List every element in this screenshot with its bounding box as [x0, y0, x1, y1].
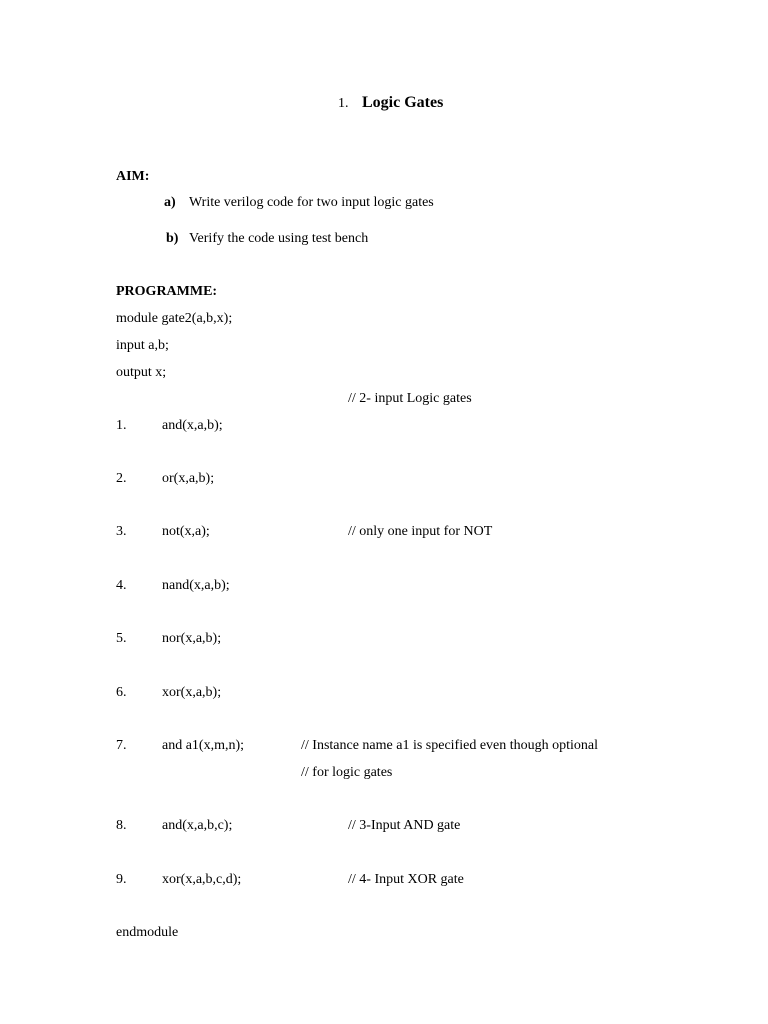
title-number: 1. — [338, 96, 349, 111]
statement-number: 8. — [116, 818, 127, 833]
aim-item-a-label: a) — [164, 195, 176, 210]
aim-item-a-text: Write verilog code for two input logic gates — [189, 195, 434, 210]
statement-number: 4. — [116, 578, 127, 593]
statement-code: xor(x,a,b,c,d); — [162, 872, 242, 887]
aim-item-b-label: b) — [166, 231, 179, 246]
statement-number: 6. — [116, 685, 127, 700]
statement-comment: // Instance name a1 is specified even though optional — [301, 738, 599, 753]
statement-number: 3. — [116, 524, 127, 539]
code-line-input: input a,b; — [116, 338, 169, 353]
statement-code: or(x,a,b); — [162, 471, 215, 486]
statement-number: 5. — [116, 631, 127, 646]
code-line-module: module gate2(a,b,x); — [116, 311, 233, 326]
statement-code: not(x,a); — [162, 524, 210, 539]
statement-number: 2. — [116, 471, 127, 486]
statement-comment-continuation: // for logic gates — [301, 765, 393, 780]
aim-heading: AIM: — [116, 169, 150, 184]
section-comment: // 2- input Logic gates — [348, 391, 472, 406]
code-line-endmodule: endmodule — [116, 925, 179, 940]
statement-code: nand(x,a,b); — [162, 578, 230, 593]
statement-comment: // 4- Input XOR gate — [348, 872, 464, 887]
statement-code: xor(x,a,b); — [162, 685, 222, 700]
statement-code: and(x,a,b,c); — [162, 818, 233, 833]
statement-comment: // 3-Input AND gate — [348, 818, 461, 833]
programme-heading: PROGRAMME: — [116, 284, 218, 299]
statement-number: 7. — [116, 738, 127, 753]
statement-number: 1. — [116, 418, 127, 433]
code-line-output: output x; — [116, 365, 167, 380]
statement-comment: // only one input for NOT — [348, 524, 493, 539]
aim-item-b-text: Verify the code using test bench — [189, 231, 369, 246]
page-title: Logic Gates — [362, 94, 444, 111]
statement-code: nor(x,a,b); — [162, 631, 222, 646]
statement-code: and a1(x,m,n); — [162, 738, 245, 753]
statement-code: and(x,a,b); — [162, 418, 223, 433]
statement-number: 9. — [116, 872, 127, 887]
